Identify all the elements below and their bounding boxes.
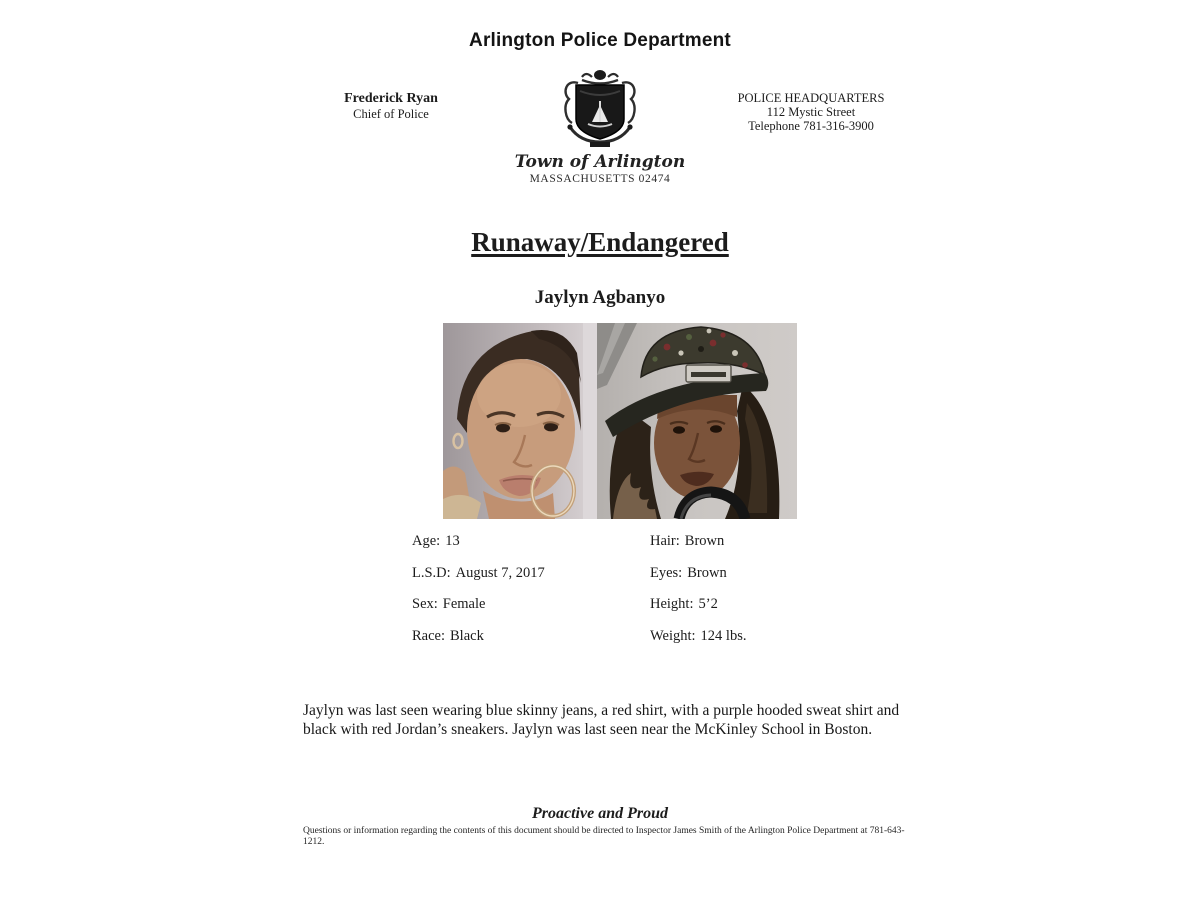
detail-value: Female (442, 596, 486, 613)
detail-row-sex (412, 596, 650, 614)
details-column-right (650, 533, 888, 660)
seal-state-line: MASSACHUSETTS 02474 (529, 173, 671, 185)
detail-value: Black (450, 628, 484, 645)
detail-label: Eyes: (650, 564, 683, 581)
chief-title: Chief of Police (353, 106, 429, 121)
headquarters-block (728, 92, 894, 133)
detail-row-weight (650, 628, 888, 646)
detail-value: 5’2 (698, 596, 718, 613)
subject-photos (443, 323, 797, 519)
subject-photo-left (443, 323, 597, 519)
detail-row-lsd (412, 565, 650, 583)
detail-value: August 7, 2017 (455, 564, 545, 581)
hq-line2: 112 Mystic Street (766, 104, 856, 119)
detail-label: L.S.D: (412, 564, 451, 581)
detail-row-age (412, 533, 650, 551)
detail-row-hair (650, 533, 888, 551)
detail-row-race (412, 628, 650, 646)
detail-label: Hair: (650, 533, 680, 549)
detail-label: Age: (412, 533, 441, 549)
detail-value: Brown (687, 564, 727, 581)
department-motto: Proactive and Proud (532, 805, 668, 822)
detail-row-height (650, 596, 888, 614)
department-title: Arlington Police Department (469, 30, 731, 51)
detail-value: Brown (684, 533, 725, 549)
details-column-left (412, 533, 650, 660)
detail-value: 13 (445, 533, 460, 549)
detail-label: Sex: (412, 596, 438, 613)
alert-title: Runaway/Endangered (471, 227, 729, 257)
last-seen-description: Jaylyn was last seen wearing blue skinny jeans, a red shirt, with a purple hooded sweat shirt and black with red Jordan’s sneakers. Jaylyn was last seen near the McKinley School in Boston. (303, 702, 900, 739)
seal-town-name: Town of Arlington (514, 152, 686, 172)
detail-label: Race: (412, 628, 446, 645)
contact-note: Questions or information regarding the contents of this document should be directed to Inspector James Smith of the Arlington Police Department at 781-643-1212. (303, 826, 905, 848)
town-seal-crest-icon (558, 67, 642, 151)
hq-line1: POLICE HEADQUARTERS (737, 91, 885, 105)
subject-photo-right (597, 323, 797, 519)
subject-name: Jaylyn Agbanyo (534, 287, 666, 308)
detail-label: Weight: (650, 628, 696, 645)
chief-name: Frederick Ryan (344, 91, 438, 106)
detail-label: Height: (650, 596, 694, 613)
hq-line3: Telephone 781-316-3900 (748, 118, 874, 133)
chief-block (326, 92, 456, 121)
detail-value: 124 lbs. (700, 628, 747, 645)
detail-row-eyes (650, 565, 888, 583)
